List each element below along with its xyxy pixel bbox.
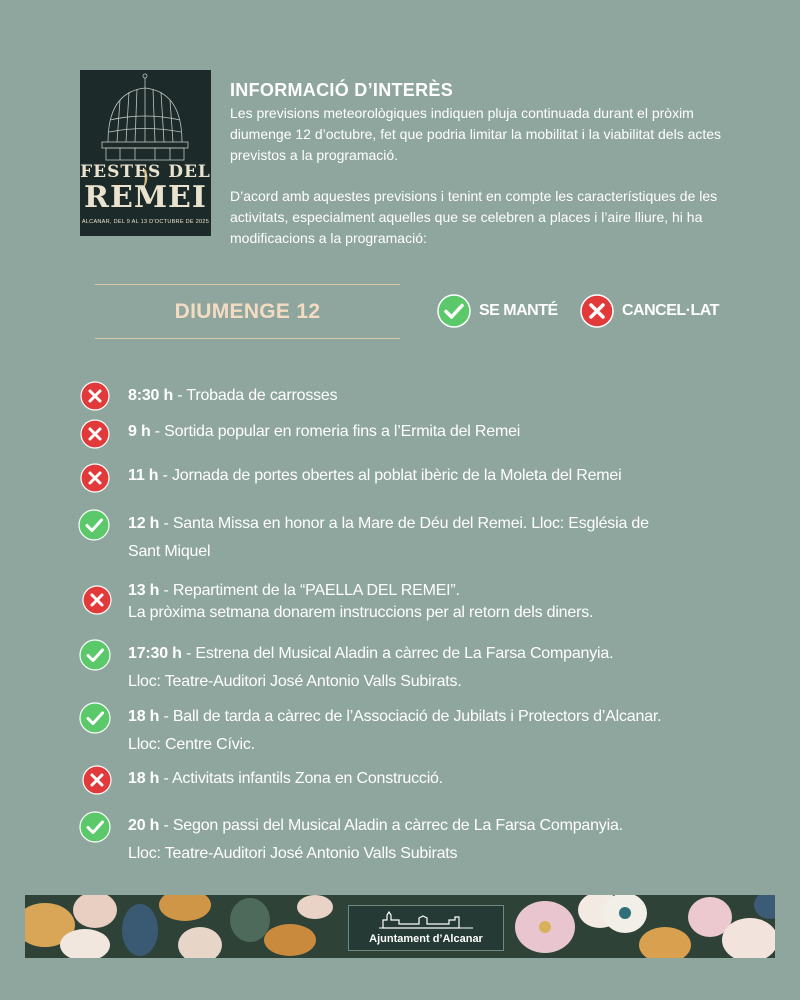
ajuntament-logo [348, 905, 504, 951]
event-description: - Ball de tarda a càrrec de l’Associació de Jubilats i Protectors d’Alcanar. [159, 708, 662, 725]
event-time: 20 h [128, 817, 160, 834]
footer-banner [25, 895, 775, 958]
event-location: Lloc: Teatre-Auditori José Antonio Valls Subirats [128, 845, 458, 862]
event-time: 18 h [128, 770, 160, 787]
event-time: 13 h [128, 582, 160, 599]
check-icon [79, 639, 111, 671]
info-paragraph-2: D’acord amb aquestes previsions i tenint en compte les característiques de les activitats, especialment aquelles que se celebren a places i l’aire lliure, hi ha modificacions a la programació: [230, 188, 718, 246]
cross-icon [82, 765, 112, 795]
event-description: - Segon passi del Musical Aladin a càrrec de La Farsa Companyia. [159, 817, 623, 834]
event-location: Lloc: Teatre-Auditori José Antonio Valls Subirats. [128, 673, 462, 690]
event-description: - Santa Missa en honor a la Mare de Déu del Remei. Lloc: Església de [159, 515, 649, 532]
cross-icon [82, 585, 112, 615]
event-text [128, 640, 768, 696]
event-note: La pròxima setmana donarem instruccions per al retorn dels diners. [128, 604, 594, 621]
event-time: 11 h [128, 467, 159, 484]
event-time: 9 h [128, 423, 151, 440]
town-skyline-icon [379, 910, 473, 930]
poster-title-line2: REMEI [84, 180, 207, 215]
check-icon [79, 811, 111, 843]
event-text [128, 418, 768, 446]
event-text [128, 462, 768, 490]
check-icon [78, 509, 110, 541]
poster-subtitle: ALCANAR, DEL 9 AL 13 D'OCTUBRE DE 2025 [81, 219, 210, 225]
info-paragraph-1: Les previsions meteorològiques indiquen pluja continuada durant el pròxim diumenge 12 d’octubre, fet que podria limitar la mobilitat i la viabilitat dels actes previstos a la programació. [230, 105, 722, 163]
event-description: - Jornada de portes obertes al poblat ibèric de la Moleta del Remei [158, 467, 622, 484]
event-time: 17:30 h [128, 645, 182, 662]
info-title: INFORMACIÓ D’INTERÈS [230, 80, 454, 100]
day-rule-top [95, 284, 400, 285]
legend-cross-icon [580, 294, 614, 328]
event-time: 18 h [128, 708, 160, 725]
event-description: - Repartiment de la “PAELLA DEL REMEI”. [159, 582, 460, 599]
event-text [128, 765, 768, 793]
event-text [128, 382, 768, 410]
event-text [128, 812, 768, 868]
cross-icon [80, 419, 110, 449]
cross-icon [80, 463, 110, 493]
festes-remei-poster [80, 70, 211, 236]
ajuntament-label: Ajuntament d’Alcanar [369, 933, 483, 945]
check-icon [79, 702, 111, 734]
event-text [128, 510, 768, 566]
day-title: DIUMENGE 12 [174, 300, 321, 323]
event-description: - Trobada de carrosses [173, 387, 338, 404]
event-description: - Estrena del Musical Aladin a càrrec de La Farsa Companyia. [181, 645, 614, 662]
event-location: Lloc: Centre Cívic. [128, 736, 255, 753]
event-text [128, 580, 768, 624]
event-time: 8:30 h [128, 387, 174, 404]
legend-kept-label: SE MANTÉ [479, 302, 558, 319]
event-time: 12 h [128, 515, 160, 532]
event-description: - Activitats infantils Zona en Construcció. [159, 770, 443, 787]
event-text [128, 703, 768, 759]
cross-icon [80, 381, 110, 411]
poster-title-line1: FESTES DEL [80, 162, 211, 182]
legend-check-icon [437, 294, 471, 328]
day-rule-bottom [95, 338, 400, 339]
event-description: - Sortida popular en romeria fins a l’Ermita del Remei [150, 423, 521, 440]
event-location: Sant Miquel [128, 543, 211, 560]
legend-cancelled-label: CANCEL·LAT [622, 302, 719, 319]
